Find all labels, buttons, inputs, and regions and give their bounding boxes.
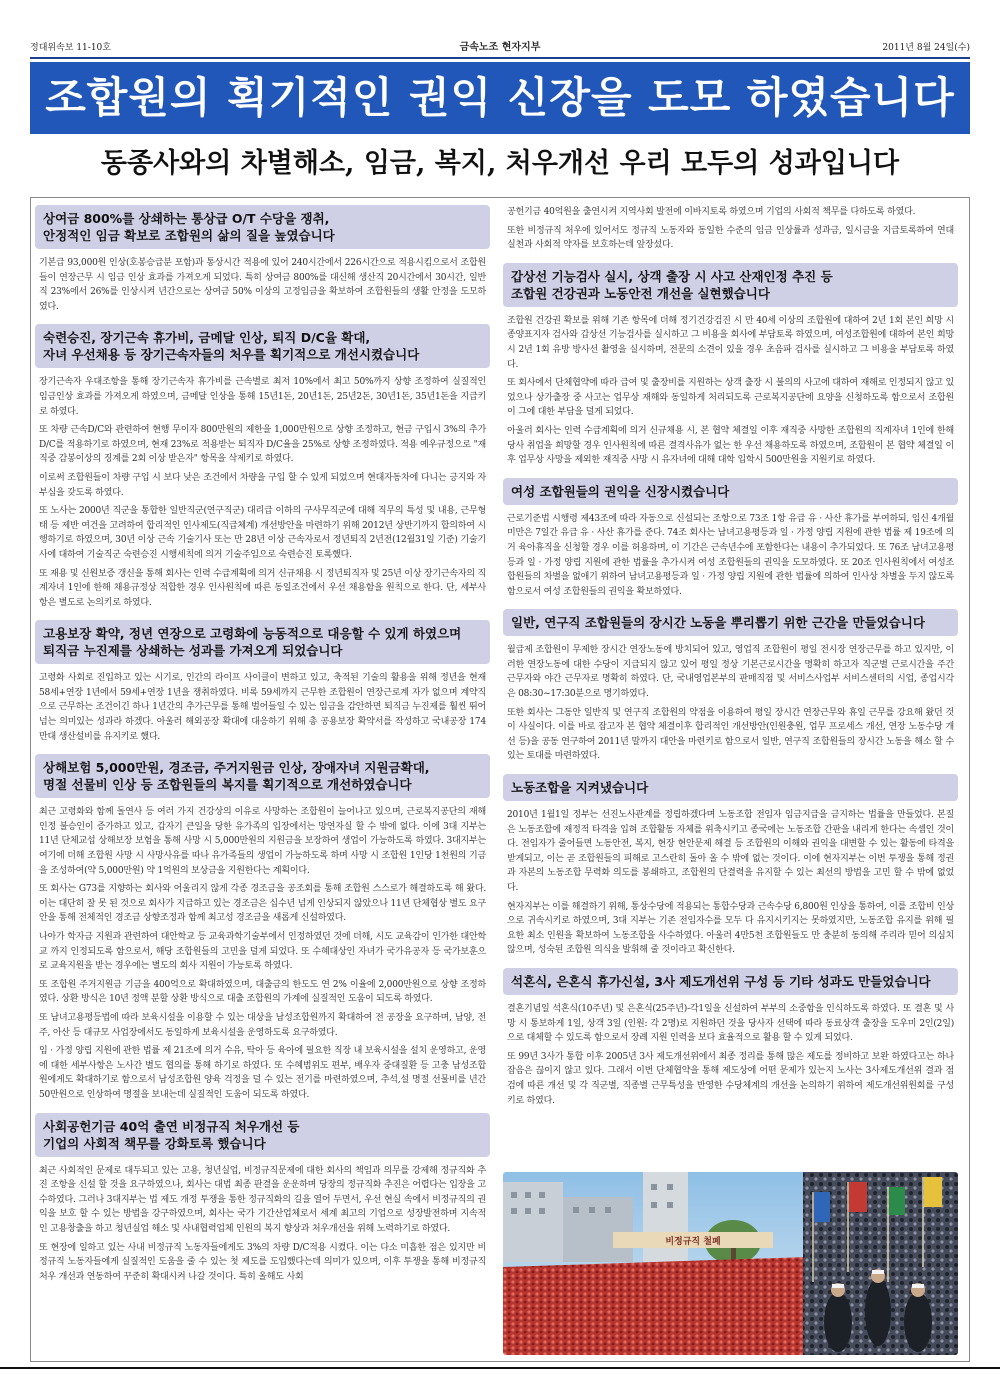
- section-heading: [35, 205, 490, 249]
- section-heading: [503, 968, 958, 995]
- section-paragraph: 현자지부는 이를 해결하기 위해, 통상수당에 적용되는 통합수당과 근속수당 6,800원 인상을 통하여, 이를 조합비 인상으로 귀속시키로 하였으며, 3대 지부는 기존 전임자수를 모두 다 유지시키지는 못하였지만, 노동조합 유지를 위해 필요한 최소 인원을 확보하여 노동조합을 사수하였다. 아울러 4만5천 조합원들도 만 충분히 동의해 주리라 믿어 의심치 않으며, 성숙된 조합원 의식을 발휘해 줄 것이라고 확신한다.: [507, 901, 954, 956]
- section-heading: [503, 478, 958, 505]
- section-paragraph: 월급제 조합원이 무제한 장시간 연장노동에 방치되어 있고, 영업직 조합원이 평일 전시장 연장근무를 하고 있지만, 이러한 연장노동에 대한 수당이 지급되지 않고 있어 평일 정상 기본근로시간을 명확히 하고자 직군별 근로시간을 주간 근무자와 야간 근무자로 명확히 하였다. 단, 국내영업본부의 판매직점 및 서비스사업부 서비스센터의 시업, 종업시각은 08:30~17:30분으로 명기하였다.: [507, 645, 954, 700]
- section-paragraph: 공헌기금 40억원을 출연시켜 지역사회 발전에 이바지토록 하였으며 기업의 사회적 책무를 다하도록 하였다.: [507, 207, 916, 217]
- section-paragraph: 또 회사에서 단체협약에 따라 급여 및 출장비를 지원하는 상객 출장 시 불의의 사고에 대하여 재해로 인정되지 않고 있었으나 상가출장 중 사고는 업무상 재해와 동일하게 처리되도록 근로복지공단에 요양을 신청하도록 함으로서 조합원이 그에 대한 부담을 덜게 되었다.: [507, 378, 954, 418]
- section-paragraph: 결혼기념일 석혼식(10주년) 및 은혼식(25주년)-각1일을 신설하여 부부의 소중함을 인식하도록 하였다. 또 결혼 및 사망 시 통보하게 1일, 상객 3일 (인원: 각 2명)로 지원하던 것을 당사자 선택에 따라 동료상객 출장을 도우미 2인(2일)으로 대체할 수 있도록 함으로서 장례 지원 인력을 보다 효율적으로 활용 할 수 있게 되었다.: [507, 1003, 954, 1044]
- right-column: [503, 205, 958, 1118]
- section-heading-line: 조합원 건강권과 노동안전 개선을 실현했습니다: [511, 285, 770, 301]
- section-paragraph: 최근 사회적인 문제로 대두되고 있는 고용, 청년실업, 비정규직문제에 대한 회사의 책임과 의무를 강제해 정규직화 추진 조항을 신설 할 것을 요구하였으나, 회사는 대법 최종 판결을 운운하며 당장의 정규직화 추진은 어렵다는 입장을 고수하였다. 그러나 3대지부는 법 제도 개정 투쟁을 통한 정규직화의 길을 열어 두면서, 우선 현실 속에서 비정규직의 권익을 보호 할 수 있는 방법을 강구하였으며, 회사는 국가 기간산업체로서 세계 최고의 기업으로 성장발전하며 지속적인 고용창출을 하고 청년실업 해소 및 사내협력업체 인원의 복지 향상과 처우개선을 위해 노력하기로 하였다.: [39, 1165, 486, 1234]
- headline-banner: 조합원의 획기적인 권익 신장을 도모 하였습니다: [30, 62, 970, 134]
- section-paragraph: 이로써 조합원들이 차량 구입 시 보다 낮은 조건에서 차량을 구입 할 수 있게 되었으며 현대자동차에 다니는 긍지와 자부심을 갖도록 하였다.: [39, 472, 486, 498]
- section-heading-line: 고용보장 확약, 정년 연장으로 고령화에 능동적으로 대응할 수 있게 하였으며: [43, 626, 462, 642]
- section-heading: [503, 609, 958, 636]
- section-heading: [35, 620, 490, 664]
- section-heading: [503, 263, 958, 307]
- section-paragraph: 또 재용 및 신원보증 갱신을 통해 회사는 인력 수급계획에 의거 신규채용 시 정년퇴직자 및 25년 이상 장기근속자의 직계자녀 1인에 한해 채용규정상 적합한 경우 인사원칙에 따른 동일조건에서 우선 채용함을 원칙으로 한다. 단, 세부사항은 별도로 논의키로 하였다.: [39, 568, 487, 608]
- section-paragraph: 기본급 93,000원 인상(호봉승급분 포함)과 통상시간 적용에 있어 240시간에서 226시간으로 적용시킴으로서 조합원들이 연장근무 시 임금 인상 효과를 가져오게 되었다. 특히 상여금 800%를 대신해 생산직 20시간에서 30시간, 일반직 23%에서 26%를 인상시켜 년간으로는 상여금 50% 이상의 고정임금을 확보하여 조합원들의 생활 안정을 도모하였다.: [39, 258, 486, 312]
- section-heading-line: 상여금 800%를 상쇄하는 통상급 O/T 수당을 쟁취,: [43, 211, 330, 226]
- section-heading-line: 명절 선물비 인상 등 조합원들의 복지를 획기적으로 개선하였습니다: [43, 777, 412, 793]
- section-paragraph: 또한 비정규직 처우에 있어서도 정규직 노동자와 동일한 수준의 임금 인상률과 성과금, 일시금을 지급토록하여 연대 실천과 사회적 약자를 보호하는데 앞장섰다.: [507, 225, 954, 251]
- section-paragraph: 또 조합원 주거지원금 기금을 400억으로 확대하였으며, 대출금의 한도도 연 2% 이율에 2,000만원으로 상향 조정하였다. 상환 방식은 10년 정액 분할 상환 방식으로 대출 조합원의 가계에 실질적인 도움이 되도록 하였다.: [39, 979, 486, 1005]
- section-paragraph: 나아가 학자금 지원과 관련하여 대안학교 등 교육과학기술부에서 인정하였던 것에 더해, 시도 교육감이 인가한 대안학교 까지 인정되도록 함으로서, 해당 조합원들의 고민을 덜게 되었다. 또 수혜대상인 자녀가 국가유공자 등 국가보훈으로 교육지원을 받는 경우에는 별도의 회사 지원이 가능토록 하였다.: [39, 932, 486, 972]
- article-section: [35, 324, 490, 610]
- section-paragraph: 2010년 1월1일 정부는 선진노사관계를 정립하겠다며 노동조합 전임자 임금지급을 금지하는 법률을 만들었다. 본질은 노동조합에 재정적 타격을 입혀 조합활동 자체를 위축시키고 종국에는 노동조합 간판을 내리게 한다는 속셈인 것이다. 전임자가 줄어들면 노동안전, 복지, 현장 현안문제 해결 등 조합원의 이해와 권익을 대변할 수 있는 활동에 타격을 받게되고, 이는 곧 조합원들의 피해로 고스란히 돌아 올 수 밖에 없는 것이다. 이에 현자지부는 이번 투쟁을 통해 정권과 자본의 노동조합 무력화 의도를 봉쇄하고, 조합원의 단결력을 유지할 수 있는 최선의 방법을 고민 할 수 밖에 없었다.: [507, 810, 954, 893]
- building: [643, 1172, 688, 1262]
- section-heading-line: 노동조합을 지켜냈습니다: [511, 780, 649, 796]
- section-paragraph: 또 노사는 2000년 직군을 통합한 일반직군(연구직군) 대리급 이하의 구사무직군에 대해 직무의 특성 및 내용, 근무형태 등 제반 여건을 고려하여 합리적인 인사제도(직급체계) 개선방안을 마련하기 위해 2012년 상반기까지 합의하여 시행하기로 하였으며, 30년 이상 근속 기술기사 또는 만 28년 이상 근속자로서 정년퇴직 2년전(12월31일 기준) 기술기사에 대하여 기술직군 숙련승진 시행세칙에 의거 기술주임으로 숙련승진 토록했다.: [39, 506, 486, 560]
- section-paragraph: 임 · 가정 양립 지원에 관한 법률 제 21조에 의거 수유, 탁아 등 육아에 필요한 직장 내 보육시설을 설치 운영하고, 운영에 대한 세부사항은 노사간 별도 협의를 통해 하기로 하였다. 또 수혜범위도 편부, 배우자 중대질환 등 고충 남성조합원에게도 확대하기로 함으로서 남성조합원 양육 걱정을 덜 수 있는 전기를 마련하였으며, 추석,설 명절 선물비를 년간 50만원으로 인상하여 명절을 보내는데 실질적인 도움이 되도록 하였다.: [39, 1046, 486, 1100]
- section-heading-line: 기업의 사회적 책무를 강화토록 했습니다: [43, 1135, 266, 1151]
- masthead-rule: [30, 57, 970, 59]
- section-paragraph: 또 현장에 일하고 있는 사내 비정규직 노동자들에게도 3%의 차량 D/C적용 시켰다. 이는 다소 미흡한 점은 있지만 비정규직 노동자들에게 실질적인 도움을 줄 수 있는 첫 제도를 도입했다는데 의미가 있으며, 이후 투쟁을 통해 비정규직 처우 개선과 연동하여 꾸준히 확대시켜 나갈 것이다. 특히 올해도 사회: [39, 1242, 486, 1282]
- article-section: [503, 609, 958, 764]
- section-heading-line: 여성 조합원들의 권익을 신장시켰습니다: [511, 483, 730, 499]
- subheadline: 동종사와의 차별해소, 임금, 복지, 처우개선 우리 모두의 성과입니다: [100, 148, 900, 179]
- rally-photo: [503, 1172, 958, 1355]
- section-paragraph: 또 99년 3사가 통합 이후 2005년 3사 제도개선위에서 최종 정리를 통해 많은 제도를 정비하고 보완 하였다고는 하나 잡음은 끊이지 않고 있다. 그래서 이번 단체협약을 통해 제도상에 어떤 문제가 있는지 노사는 3사제도개선위 결과 점검에 따른 개선 및 각 직군별, 직종별 근무특성을 반영한 수당체계의 개선을 논의하기 위하여 제도개선위원회를 구성키로 하였다.: [507, 1051, 954, 1106]
- bottom-rule: [0, 1367, 1000, 1369]
- building: [563, 1197, 633, 1262]
- section-heading: [35, 1113, 490, 1157]
- stage-banner-text: 비정규직 철폐: [665, 1237, 721, 1247]
- article-section: [503, 263, 958, 468]
- rally-photo-image: [503, 1172, 958, 1355]
- section-heading: [503, 774, 958, 801]
- section-paragraph: 고령화 사회로 진입하고 있는 시기로, 인간의 라이프 사이클이 변하고 있고, 축적된 기술의 활용을 위해 정년을 현재 58세+연장 1년에서 59세+연장 1년을 쟁취하였다. 비록 59세까지 근무한 조합원이 연장근로계 자가 없으며 계약직으로 근무하는 조건이긴 하나 1년간의 추가근무를 통해 벌어들일 수 있는 임금을 감안하면 퇴직금 누진제를 훨씬 뛰어넘는 의미있는 성과라 하겠다. 아울러 해외공장 확대에 대응하기 위해 총 공용보장 확약서를 작성하고 국내공장 174만대 생산설비를 유지키로 했다.: [39, 673, 486, 742]
- section-heading-line: 퇴직금 누진제를 상쇄하는 성과를 가져오게 되었습니다: [43, 643, 343, 659]
- section-paragraph: 아울러 회사는 인력 수급계획에 의거 신규채용 시, 본 협약 체결일 이후 재직중 사망한 조합원의 직계자녀 1인에 한해 당사 취업을 희망할 경우 인사원칙에 따른 결격사유가 없는 한 우선 채용하도록 하였으며, 조합원이 본 협약 체결일 이후 업무상 사망을 제외한 재직중 사망 시 유자녀에 대해 대학 입학시 500만원을 지원키로 하였다.: [507, 425, 954, 466]
- article-section: [503, 478, 958, 600]
- article-section: [35, 620, 490, 744]
- section-heading-line: 사회공헌기금 40억 출연 비정규직 처우개선 등: [43, 1118, 300, 1134]
- section-heading-line: 숙련승진, 장기근속 휴가비, 금메달 인상, 퇴직 D/C율 확대,: [43, 330, 371, 346]
- section-paragraph: 최근 고령화와 함께 돌연사 등 여러 가지 건강상의 이유로 사망하는 조합원이 늘어나고 있으며, 근로복지공단의 재해인정 불승인이 증가하고 있고, 갑자기 큰일을 당한 유가족의 입장에서는 망연자실 할 수 밖에 없다. 이에 3대 지부는 11년 단체교섭 상해보장 보험을 통해 사망 시 5,000만원의 지원금을 보장하여 생업이 가능하도록 하였다. 3대지부는 여기에 더해 조합원 사망 시 사망사유를 따나 유가족들의 생업이 가능하도록 하며 사망 시 조합원 1인당 1천원의 기금을 조성하여(약 5,000만원) 약 1억원의 보상금을 지원한다는 계획이다.: [39, 807, 486, 876]
- section-heading-line: 갑상선 기능검사 실시, 상객 출장 시 사고 산재인정 추진 등: [511, 268, 833, 284]
- section-paragraph: 장기근속자 우대조항을 통해 장기근속자 휴가비를 근속별로 최저 10%에서 최고 50%까지 상향 조정하여 실질적인 임금인상 효과를 가져오게 하였으며, 금메달 인상을 통해 15년1돈, 20년1돈, 25년2돈, 30년1돈, 35년1돈을 지급키로 하였다.: [39, 377, 486, 417]
- section-paragraph: 조합원 건강권 확보를 위해 기존 항목에 더해 정기건강검진 시 만 40세 이상의 조합원에 대하여 2년 1회 본인 희망 시 종양표지자 검사와 갑상선 기능검사를 실시하고 그 비용을 회사에 부담토록 하였으며, 여성조합원에 대하여 본인 희망시 2년 1회 유방 방사선 촬영을 실시하며, 전문의 소견이 있을 경우 초음파 검사를 실시하고 그 비용을 부담토록 하였다.: [507, 315, 954, 370]
- article-section: [503, 968, 958, 1108]
- section-paragraph: 또 차량 근속D/C와 관련하여 현행 무이자 800만원의 제한을 1,000만원으로 상향 조정하고, 현금 구입시 3%의 추가 D/C를 적용하기로 하였으며, 현재 23%로 적용받는 퇴직자 D/C율을 25%로 상향 조정하였다. 적용 예우규정으로 "재직중 감봉이상의 징계를 2회 이상 받은자" 항목을 삭제키로 하였다.: [39, 425, 486, 465]
- section-paragraph: 또 남녀고용평등법에 따라 보육시설을 이용할 수 있는 대상을 남성조합원까지 확대하여 전 공장을 요구하며, 남양, 전주, 아산 등 대규모 사업장에서도 동일하게 보육시설을 운영하도록 요구하였다.: [39, 1012, 486, 1038]
- section-heading-line: 일반, 연구직 조합원들의 장시간 노동을 뿌리뽑기 위한 근간을 만들었습니다: [511, 615, 925, 631]
- article-section: [503, 774, 958, 958]
- article-section: [35, 754, 490, 1102]
- organization-name: 금속노조 현자지부: [459, 42, 541, 53]
- section-heading-line: 안정적인 임금 확보로 조합원의 삶의 질을 높였습니다: [43, 228, 335, 243]
- section-heading-line: 자녀 우선채용 등 장기근속자들의 처우를 획기적으로 개선시켰습니다: [43, 347, 420, 363]
- article-section: [35, 1113, 490, 1285]
- continued-section: [503, 205, 958, 253]
- section-heading: [35, 754, 490, 798]
- section-heading: [35, 324, 490, 368]
- section-heading-line: 석혼식, 은혼식 휴가신설, 3사 제도개선위 구성 등 기타 성과도 만들었습니다: [511, 973, 931, 989]
- section-paragraph: 또 회사는 G73를 지향하는 회사와 어울리지 않게 각종 경조금을 공조회를 통해 조합원 스스로가 해결하도록 해 왔다. 이는 대단히 잘 못 된 것으로 회사가 지급하고 있는 경조금은 십수년 넘게 인상되지 않았으나 11년 단체협상 별도 요구안을 통해 전체적인 경조금 상향조정과 함께 최고성 경조금을 새롭게 신설하였다.: [39, 884, 487, 924]
- section-paragraph: 또한 회사는 그동안 일반직 및 연구직 조합원의 약점을 이용하여 평일 장시간 연장근무와 휴일 근무를 강요해 왔던 것이 사실이다. 이를 바로 잡고자 본 협약 체결이후 합리적인 개선방안(인원충원, 업무 프로세스 개선, 연장 노동수당 개선 등)을 공동 연구하여 2011년 말까지 대안을 마련키로 함으로서 일반, 연구직 조합원들의 장시간 노동을 해소 할 수 있는 토대를 마련하였다.: [507, 707, 954, 762]
- section-paragraph: 근로기준법 시행령 제43조에 따라 자동으로 신설되는 조항으로 73조 1항 유급 유 · 사산 휴가를 부여하되, 임신 4개월 미만은 7일간 유급 유 · 사산 휴가를 준다. 74조 회사는 남녀고용평등과 일 · 가정 양립 지원에 관한 법률 제 19조에 의거 육아휴직을 신청할 경우 이를 허용하며, 이 기간은 근속년수에 포함한다는 내용이 추가되었다. 또 76조 남녀고용평등과 일 · 가정 양립 지원에 관한 법률을 추가시켜 여성 조합원들의 권익을 도모하였다. 또 20조 인사원칙에서 여성조합원들의 차별을 없애기 위하여 남녀고용평등과 일 · 가정 양립 지원에 관한 법률에 의하여 인사상 차별을 두지 않도록 함으로서 여성 조합원들의 권익을 확보하였다.: [507, 513, 954, 597]
- masthead: [30, 38, 970, 54]
- issue-number: 정대위속보 11-10호: [30, 43, 111, 53]
- article-section: [35, 205, 490, 314]
- left-column: [35, 205, 490, 1294]
- issue-date: 2011년 8월 24일(수): [882, 43, 970, 53]
- section-heading-line: 상해보험 5,000만원, 경조금, 주거지원금 인상, 장애자녀 지원금확대,: [43, 760, 430, 776]
